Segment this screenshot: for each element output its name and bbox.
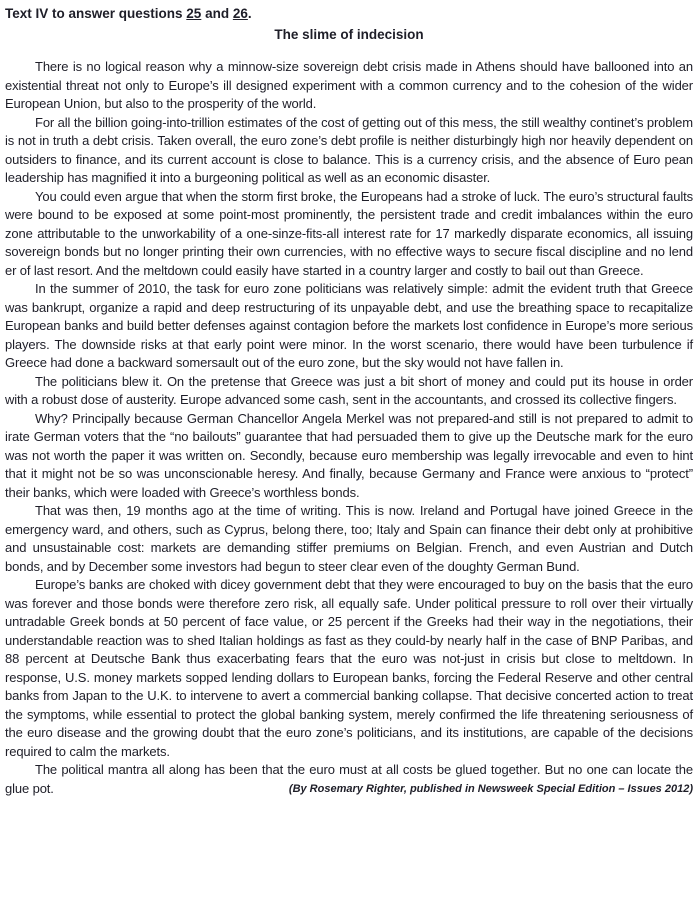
- paragraph-9-text: The political mantra all along has been that the euro must at all costs be glued together. But no one can locate the glue pot.: [5, 762, 693, 796]
- paragraph-8: Europe’s banks are choked with dicey government debt that they were encouraged to buy on the basis that the euro was forever and those bonds were therefore zero risk, all equally safe. Under political pressure to roll over their virtually untradable Greek bonds at 50 percent of face value, or 25 percent if the Greeks had their way in the negotiations, their understandable reaction was to shed Italian holdings as fast as they could-by nearly half in the case of BNP Paribas, and 88 percent at Deutsche Bank thus exacerbating fears that the euro was not-just in crisis but close to meltdown. In response, U.S. money markets sopped lending dollars to European banks, forcing the Federal Reserve and other central banks from Japan to the U.K. to intervene to avert a commercial banking collapse. That decisive concerted action to treat the symptoms, while essential to protect the global banking system, merely confirmed the life threatening seriousness of the euro disease and the growing doubt that the euro zone’s politicians, and its institutions, are capable of the decisions required to calm the markets.: [5, 577, 693, 759]
- paragraph-7: That was then, 19 months ago at the time of writing. This is now. Ireland and Portugal have joined Greece in the emergency ward, and others, such as Cyprus, belong there, too; Italy and Spain can finance their debt only at prohibitive and unsustainable cost: markets are demanding stiffer premiums on Belgian. French, and even Austrian and Dutch bonds, and by December some investors had begun to steer clear even of the doughty German Bund.: [5, 503, 693, 574]
- paragraph-6: Why? Principally because German Chancellor Angela Merkel was not prepared-and still is not prepared to admit to irate German voters that the “no bailouts” guarantee that had persuaded them to give up the Deutsche mark for the euro was not worth the paper it was written on. Secondly, because euro membership was legally irrevocable and even to hint that it might not be so was unconscionable heresy. And finally, because Germany and France were anxious to “protect” their banks, which were loaded with Greece’s worthless bonds.: [5, 410, 693, 500]
- instructions-suffix: .: [247, 6, 252, 21]
- paragraph-1: There is no logical reason why a minnow-size sovereign debt crisis made in Athens should have ballooned into an existential threat not only to Europe’s ill designed experiment with a common currency and to the cohesion of the wider European Union, but also to the prosperity of the world.: [5, 59, 693, 111]
- instructions-connector: and: [201, 6, 233, 21]
- attribution: (By Rosemary Righter, published in Newsweek Special Edition – Issues 2012): [288, 782, 693, 795]
- instructions-line: [5, 5, 693, 23]
- paragraph-2: For all the billion going-into-trillion estimates of the cost of getting out of this mess, the still wealthy continet’s problem is not in truth a debt crisis. Taken overall, the euro zone’s debt profile is neither disturbingly high nor heavily dependent on outsiders to finance, and its current account is close to balance. This is a currency crisis, and the absence of Euro pean leadership has magnified it into a burgeoning political as well as an economic disaster.: [5, 114, 693, 185]
- instructions-prefix: Text IV to answer questions: [5, 6, 187, 21]
- paragraph-4: In the summer of 2010, the task for euro zone politicians was relatively simple: admit the evident truth that Greece was bankrupt, organize a rapid and deep restructuring of its unpayable debt, and use the breathing space to recapitalize European banks and build better defenses against contagion before the markets lost confidence in Europe’s more serious players. The downside risks at that early point were minor. In the worst scenario, there would have been turbulence if Greece had done a backward somersault out of the euro zone, but the sky would not have fallen in.: [5, 281, 693, 370]
- paragraph-5: The politicians blew it. On the pretense that Greece was just a bit short of money and could put its house in order with a robust dose of austerity. Europe advanced some cash, sent in the accountants, and crossed its collective fingers.: [5, 373, 693, 407]
- paragraph-9: [5, 761, 693, 798]
- article-title: The slime of indecision: [274, 27, 424, 42]
- question-number-25: 25: [186, 6, 202, 21]
- question-number-26: 26: [232, 6, 248, 21]
- paragraph-3: You could even argue that when the storm first broke, the Europeans had a stroke of luck. The euro’s structural faults were bound to be exposed at some point-most prominently, the persistent trade and credit imbalances within the euro zone attributable to the unworkability of a one-sinze-fits-all interest rate for 17 markedly disparate economics, all issuing sovereign bonds but no longer printing their own currencies, with no effective ways to secure fiscal discipline and no lend er of last resort. And the meltdown could easily have started in a country larger and costly to bail out than Greece.: [5, 188, 693, 278]
